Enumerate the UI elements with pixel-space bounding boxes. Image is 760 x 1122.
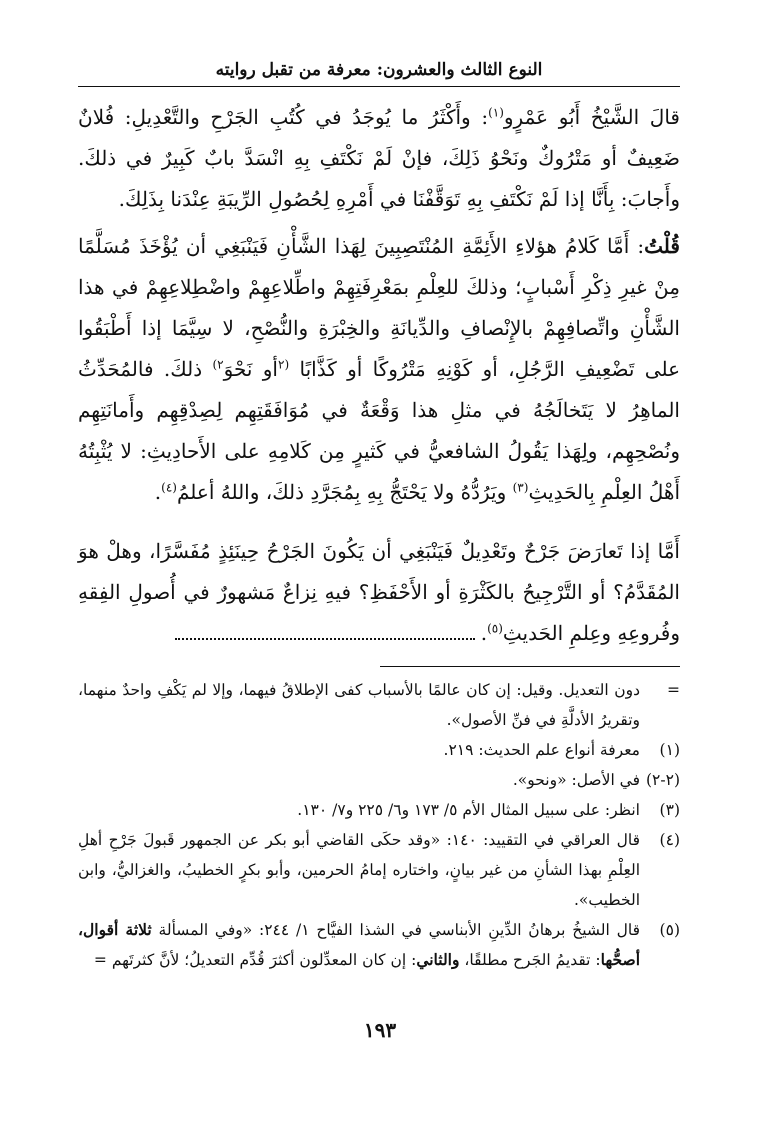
fn5-bold-2: والثاني bbox=[416, 950, 460, 969]
p1-text-1: قالَ الشَّيْخُ أَبُو عَمْرٍو bbox=[503, 105, 680, 129]
footnote-divider bbox=[380, 666, 680, 667]
footnote-2-number: (٢-٢) bbox=[645, 771, 680, 789]
footnote-5-number: (٥) bbox=[659, 921, 680, 939]
fn5-bold-1: ثلاثة أقوال، أصحُّها bbox=[78, 920, 640, 969]
p2-text-2: أو نَحْوَ bbox=[223, 357, 278, 381]
fn5-text-1: قال الشيخُ برهانُ الدِّينِ الأبناسي في الشذا الفيَّاح ١/ ٢٤٤: «وفي المسألة bbox=[151, 921, 640, 939]
paragraph-1 bbox=[78, 97, 680, 220]
footnote-3 bbox=[78, 795, 680, 825]
paragraph-3 bbox=[78, 531, 680, 654]
footnote-2-text: في الأصل: «ونحو». bbox=[512, 771, 640, 789]
footnote-4-text: قال العراقي في التقييد: ١٤٠: «وقد حكَى القاضي أبو بكر عن الجمهور قَبولَ جَرْحِ أهلِ العِلْمِ بهذا الشأنِ من غير بيانٍ، واختاره إمامُ الحرمين، وأبو بكرٍ الخطيبُ، والغزاليُّ، وابن الخطيب». bbox=[78, 831, 641, 909]
footnote-continuation-text: دون التعديل. وقيل: إن كان عالمًا بالأسباب كفى الإطلاقُ فيهما، وإلا لم يَكْفِ واحدٌ منهما، وتقريرُ الأدلَّةِ في فنِّ الأصول». bbox=[78, 681, 640, 729]
footnote-1-text: معرفة أنواع علم الحديث: ٢١٩. bbox=[443, 741, 640, 759]
footnote-5 bbox=[78, 915, 680, 975]
footnote-ref-5: (٥) bbox=[487, 621, 503, 636]
footnote-5-text bbox=[78, 915, 640, 975]
p3-text-1: أَمَّا إذا تَعارَضَ جَرْحٌ وتَعْدِيلٌ فَيَنْبَغِي أن يَكُونَ الجَرْحُ حِينَئِذٍ مُفَسَّرًا، وهلْ هوَ المُقَدَّمُ؟ أو التَّرْجِيحُ بالكَثْرَةِ أو الأَحْفَظِ؟ فيهِ نِزاعٌ مَشهورٌ في أُصولِ الفِقهِ وفُروعِهِ وعِلمِ الحَديثِ bbox=[78, 539, 680, 645]
footnote-3-number: (٣) bbox=[659, 801, 680, 819]
p2-text-5: . bbox=[154, 480, 162, 504]
p2-text-1: : أَمَّا كَلامُ هؤلاءِ الأَئِمَّةِ المُنْتَصِبِينَ لِهَذا الشَّأْنِ فَيَنْبَغِي أن يُؤْخَذَ مُسَلَّمًا مِنْ غيرِ ذِكْرِ أَسْبابٍ؛ وذلكَ للعِلْمِ بمَعْرِفَتِهِمْ واطِّلاعِهِمْ واضْطِلاعِهِمْ في هذا الشَّأْنِ واتِّصافِهِمْ بالإِنْصافِ والدِّيانَةِ والخِبْرَةِ والنُّصْحِ، لا سِيَّمَا إذا أَطْبَقُوا على تَضْعِيفِ الرَّجُلِ، أو كَوْنِهِ مَتْرُوكًا أو كَذَّابًا bbox=[78, 234, 680, 381]
footnote-ref-2-close: ٢) bbox=[212, 357, 224, 372]
continuation-marker: = bbox=[667, 681, 680, 699]
footnote-ref-2-open: (٢ bbox=[278, 357, 290, 372]
footnote-4 bbox=[78, 825, 680, 915]
footnote-ref-4: (٤) bbox=[161, 480, 177, 495]
p2-text-3: ذلكَ. فالمُحَدِّثُ الماهِرُ لا يَتَخالَجُهُ في مثلِ هذا وَقْعَةٌ في مُوَافَقَتِهِم لِصِدْقِهِم وأَمانَتِهِم ونُصْحِهِم، ولِهَذا يَقُولُ الشافعيُّ في كَثيرٍ مِن كَلامِهِ على الأَحادِيثِ: لا يُثْبِتُهُ أَهْلُ العِلْمِ بِالحَدِيثِ bbox=[78, 357, 680, 504]
p2-text-4: ويَرُدُّهُ ولا يَحْتَجُّ بِهِ بِمُجَرَّدِ ذلكَ، واللهُ أعلمُ bbox=[176, 480, 513, 504]
footnote-1 bbox=[78, 735, 680, 765]
fn5-text-2: : تقديمُ الجَرح مطلقًا، bbox=[459, 951, 601, 969]
p3-text-2: . bbox=[480, 621, 488, 645]
paragraph-2 bbox=[78, 226, 680, 513]
footnote-ref-3: (٣) bbox=[512, 480, 529, 495]
footnotes bbox=[78, 675, 680, 975]
footnote-4-number: (٤) bbox=[659, 831, 680, 849]
footnote-2 bbox=[78, 765, 680, 795]
footnote-3-text: انظر: على سبيل المثال الأم ٥/ ١٧٣ و٦/ ٢٢٥ و٧/ ١٣٠. bbox=[297, 801, 640, 819]
running-header: النوع الثالث والعشرون: معرفة من تقبل روايته bbox=[215, 60, 543, 80]
p1-text-2: : وأَكْثَرُ ما يُوجَدُ في كُتُبِ الجَرْحِ والتَّعْدِيلِ: فُلانٌ ضَعِيفٌ أو مَتْرُوكٌ ونَحْوُ ذَلِكَ، فإنْ لَمْ نَكْتَفِ بِهِ انْسَدَّ بابٌ كَبِيرٌ في ذلكَ. وأَجابَ: بِأَنَّا إذا لَمْ نَكْتَفِ بِهِ تَوَقَّفْنَا في أَمْرِهِ لِحُصُولِ الرِّيبَةِ عِنْدَنا بِذَلِكَ. bbox=[78, 105, 680, 211]
footnote-1-number: (١) bbox=[659, 741, 680, 759]
main-text bbox=[78, 97, 680, 654]
qult-label: قُلْتُ bbox=[644, 234, 680, 258]
dotted-line bbox=[175, 630, 475, 640]
footnote-ref-1: (١) bbox=[488, 105, 504, 120]
fn5-text-3: : إن كان المعدِّلون أكثرَ قُدِّم التعديلُ؛ لأنَّ كثرتَهم = bbox=[93, 951, 417, 969]
footnote-continuation bbox=[78, 675, 680, 735]
page-number: ١٩٣ bbox=[363, 1018, 397, 1042]
header-divider bbox=[78, 86, 680, 87]
book-page bbox=[78, 60, 680, 975]
